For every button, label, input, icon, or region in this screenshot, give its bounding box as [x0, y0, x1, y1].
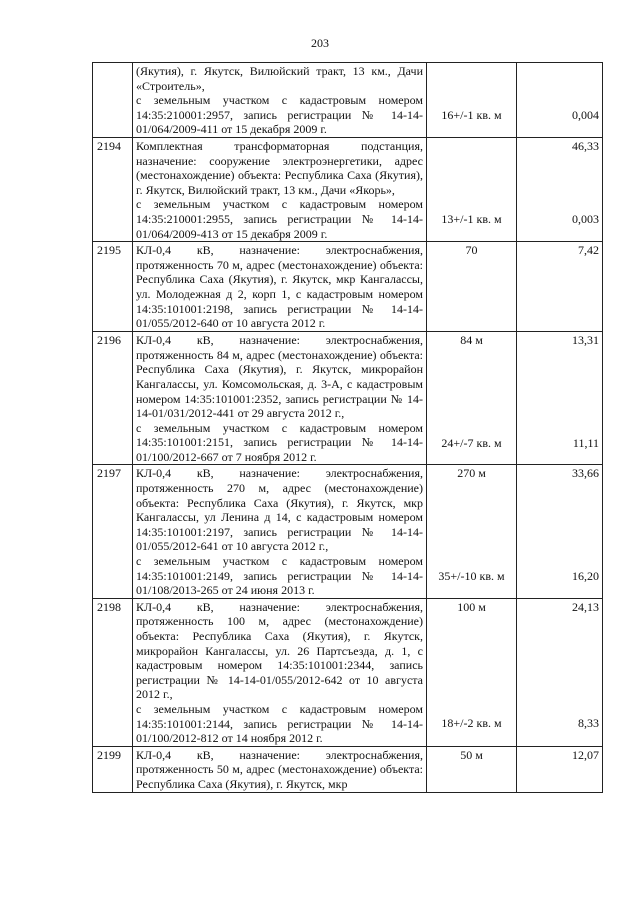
area-value: 18+/-2 кв. м [441, 716, 502, 731]
area-value: 84 м [460, 333, 483, 348]
cost-value: 7,42 [578, 243, 599, 258]
description-paragraph: Комплектная трансформаторная подстанция, назначение: сооружение электроэнергетики, адрес (местонахождение) объекта: Республика Саха (Якутия), г. Якутск, Вилюйский тракт, 13 км., Дачи «Якорь», [136, 138, 423, 197]
area-cell [427, 332, 517, 465]
area-cell [427, 242, 517, 332]
object-description [133, 63, 427, 138]
area-value: 270 м [457, 466, 486, 481]
row-number: 2199 [93, 746, 133, 792]
description-paragraph: КЛ-0,4 кВ, назначение: электроснабжения, протяженность 84 м, адрес (местонахождение) объекта: Республика Саха (Якутия), г. Якутск, микрорайон Кангалассы, ул. Комсомольская, д. 3-А, с кадастровым номером 14:35:101001:2352, запись регистрации № 14-14-01/031/2012-441 от 29 августа 2012 г., [136, 333, 423, 421]
page-number: 203 [311, 36, 329, 50]
area-value: 16+/-1 кв. м [441, 107, 502, 122]
row-number: 2195 [93, 242, 133, 332]
description-paragraph: КЛ-0,4 кВ, назначение: электроснабжения, протяженность 100 м, адрес (местонахождение) объекта: Республика Саха (Якутия), г. Якутск, микрорайон Кангалассы, ул. 26 Партсъезда, д. 1, с кадастровым номером 14:35:101001:2344, запись регистрации № 14-14-01/055/2012-642 от 10 августа 2012 г., [136, 599, 423, 702]
area-cell [427, 63, 517, 138]
value-cell [517, 242, 603, 332]
object-description [133, 746, 427, 792]
cost-value: 0,004 [572, 107, 599, 122]
area-value: 50 м [460, 747, 483, 762]
table-row [93, 332, 603, 465]
cost-value: 0,003 [572, 211, 599, 226]
cost-value: 46,33 [572, 138, 599, 153]
table-body [93, 63, 603, 793]
cost-value: 13,31 [572, 333, 599, 348]
area-cell [427, 598, 517, 746]
row-number: 2198 [93, 598, 133, 746]
area-value: 13+/-1 кв. м [441, 211, 502, 226]
cost-value: 33,66 [572, 466, 599, 481]
property-table [92, 62, 603, 793]
object-description [133, 242, 427, 332]
value-cell [517, 598, 603, 746]
cost-value [520, 64, 599, 93]
area-cell [427, 137, 517, 241]
object-description [133, 332, 427, 465]
description-paragraph: с земельным участком с кадастровым номером 14:35:210001:2957, запись регистрации № 14-14-01/064/2009-411 от 15 декабря 2009 г. [136, 93, 423, 137]
row-number [93, 63, 133, 138]
area-cell [427, 746, 517, 792]
value-cell [517, 137, 603, 241]
row-number: 2197 [93, 465, 133, 598]
table-row [93, 242, 603, 332]
description-paragraph: КЛ-0,4 кВ, назначение: электроснабжения, протяженность 270 м, адрес (местонахождение) объекта: Республика Саха (Якутия), г. Якутск, мкр Кангалассы, ул Ленина д 14, с кадастровым номером 14:35:101001:2197, запись регистрации № 14-14-01/055/2012-641 от 10 августа 2012 г., [136, 466, 423, 554]
cost-value: 11,11 [572, 435, 599, 450]
area-value: 100 м [457, 599, 486, 614]
row-number: 2194 [93, 137, 133, 241]
value-cell [517, 746, 603, 792]
table-row [93, 63, 603, 138]
table-row [93, 746, 603, 792]
value-cell [517, 332, 603, 465]
description-paragraph: КЛ-0,4 кВ, назначение: электроснабжения, протяженность 50 м, адрес (местонахождение) объекта: Республика Саха (Якутия), г. Якутск, мкр [136, 747, 423, 791]
row-number: 2196 [93, 332, 133, 465]
area-value: 35+/-10 кв. м [438, 569, 505, 584]
description-paragraph: с земельным участком с кадастровым номером 14:35:101001:2149, запись регистрации № 14-14-01/108/2013-265 от 24 июня 2013 г. [136, 554, 423, 598]
object-description [133, 137, 427, 241]
value-cell [517, 465, 603, 598]
cost-value: 16,20 [572, 569, 599, 584]
area-value [430, 64, 513, 93]
value-cell [517, 63, 603, 138]
area-value [430, 139, 513, 197]
cost-value: 8,33 [578, 716, 599, 731]
table-row [93, 137, 603, 241]
area-cell [427, 465, 517, 598]
area-value: 24+/-7 кв. м [441, 435, 502, 450]
table-row [93, 598, 603, 746]
description-paragraph: с земельным участком с кадастровым номером 14:35:101001:2144, запись регистрации № 14-14-01/100/2012-812 от 14 ноября 2012 г. [136, 701, 423, 746]
object-description [133, 465, 427, 598]
area-value: 70 [465, 243, 478, 258]
object-description [133, 598, 427, 746]
cost-value: 12,07 [572, 747, 599, 762]
description-paragraph: с земельным участком с кадастровым номером 14:35:210001:2955, запись регистрации № 14-14-01/064/2009-413 от 15 декабря 2009 г. [136, 197, 423, 241]
table-row [93, 465, 603, 598]
cost-value: 24,13 [572, 599, 599, 614]
description-paragraph: (Якутия), г. Якутск, Вилюйский тракт, 13 км., Дачи «Строитель», [136, 64, 423, 93]
description-paragraph: КЛ-0,4 кВ, назначение: электроснабжения, протяженность 70 м, адрес (местонахождение) объекта: Республика Саха (Якутия), г. Якутск, мкр Кангалассы, ул. Молодежная д 2, корп 1, с кадастровым номером 14:35:101001:2198, запись регистрации № 14-14-01/055/2012-640 от 10 августа 2012 г. [136, 243, 423, 331]
description-paragraph: с земельным участком с кадастровым номером 14:35:101001:2151, запись регистрации № 14-14-01/100/2012-667 от 7 ноября 2012 г. [136, 420, 423, 464]
